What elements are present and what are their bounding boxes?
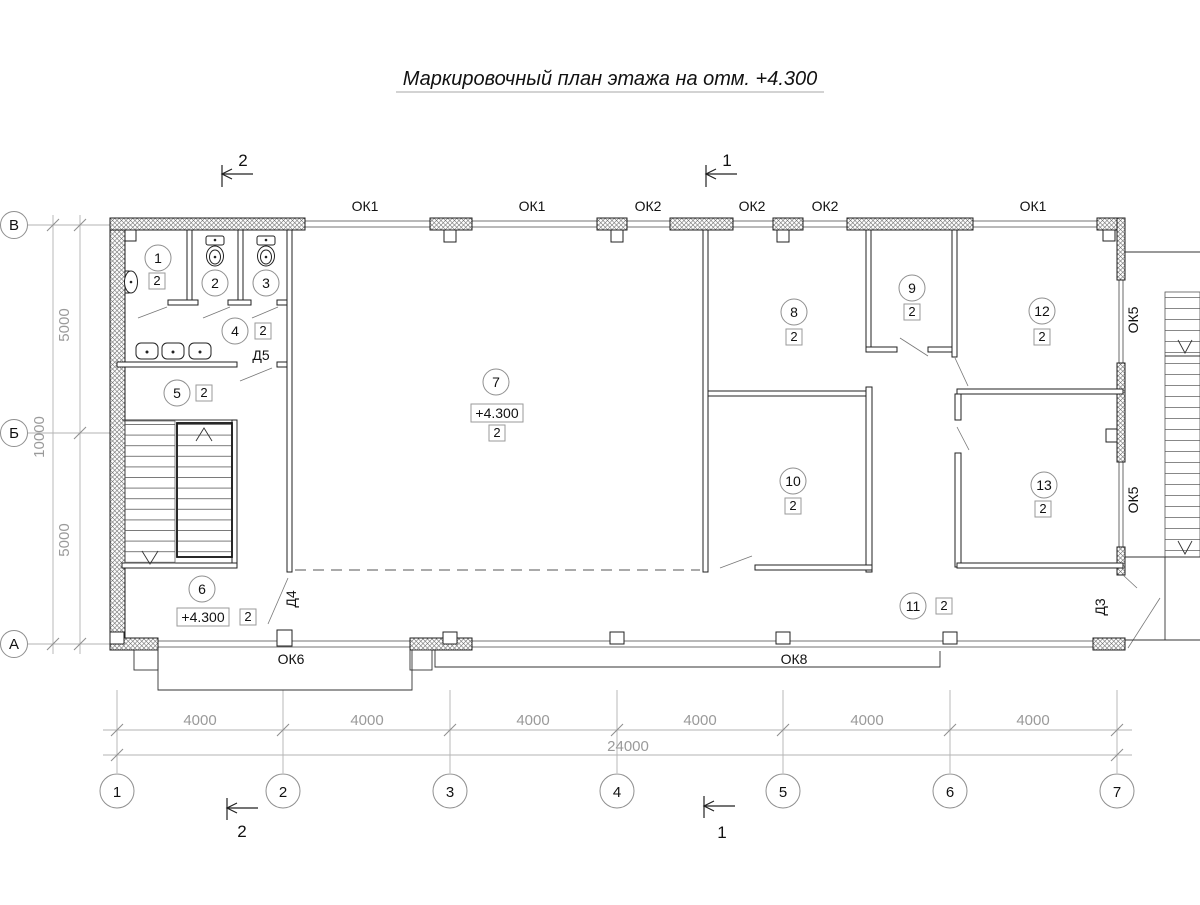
room-mark-13: 2 <box>1039 501 1047 516</box>
room-number-5: 5 <box>173 385 181 401</box>
room-marker-4 <box>222 318 271 344</box>
room-marker-8 <box>781 299 807 345</box>
axis-bubble-3 <box>433 774 467 808</box>
axis-label-6: 6 <box>945 784 955 801</box>
urinal-icon <box>125 271 138 293</box>
dim-bottom-5: 4000 <box>850 712 884 729</box>
axis-bubble-b <box>1 420 28 447</box>
room-marker-13 <box>1031 472 1057 517</box>
room-marker-2 <box>202 270 228 296</box>
dim-bottom-2: 4000 <box>350 712 384 729</box>
window-label-ok2a: ОК2 <box>634 198 662 214</box>
window-label-ok2b: ОК2 <box>738 198 766 214</box>
room-marker-6 <box>177 576 256 626</box>
room-mark-5: 2 <box>200 385 208 400</box>
wall-left <box>110 218 125 650</box>
room-number-9: 9 <box>908 280 916 296</box>
axis-bubble-6 <box>933 774 967 808</box>
toilet-icon <box>257 236 275 266</box>
room-elevation-6: +4.300 <box>181 609 225 625</box>
axis-label-3: 3 <box>445 784 455 801</box>
room-mark-8: 2 <box>790 329 798 344</box>
axis-label-4: 4 <box>612 784 622 801</box>
room-mark-10: 2 <box>789 498 797 513</box>
section-label-top-1: 1 <box>722 151 732 170</box>
section-mark-bottom-2 <box>227 798 258 820</box>
section-label-bottom-1: 1 <box>717 823 727 842</box>
door-label-d5: Д5 <box>252 347 270 363</box>
axis-bubble-7 <box>1100 774 1134 808</box>
toilet-icon <box>206 236 224 266</box>
window-label-ok1a: ОК1 <box>351 198 379 214</box>
room-marker-11 <box>900 593 952 619</box>
door-label-d3: Д3 <box>1092 598 1108 616</box>
window-label-ok1c: ОК1 <box>1019 198 1047 214</box>
axis-label-7: 7 <box>1112 784 1122 801</box>
section-label-bottom-2: 2 <box>237 822 247 841</box>
room-number-11: 11 <box>905 598 921 614</box>
drawing-title: Маркировочный план этажа на отм. +4.300 <box>402 68 818 90</box>
dim-bottom-total: 24000 <box>607 738 649 755</box>
room-number-1: 1 <box>154 250 162 266</box>
room-mark-9: 2 <box>908 304 916 319</box>
room-mark-6: 2 <box>244 609 252 624</box>
room-marker-7 <box>471 369 523 441</box>
axis-label-5: 5 <box>778 784 788 801</box>
window-label-ok2c: ОК2 <box>811 198 839 214</box>
section-label-top-2: 2 <box>238 151 248 170</box>
room-number-13: 13 <box>1036 477 1052 493</box>
window-labels <box>278 198 1141 667</box>
room-elevation-7: +4.300 <box>475 405 519 421</box>
room-marker-5 <box>164 380 212 406</box>
dim-left-segment-1: 5000 <box>56 308 73 342</box>
dim-left-total: 10000 <box>31 416 48 458</box>
dim-bottom-1: 4000 <box>183 712 217 729</box>
axis-label-1: 1 <box>112 784 122 801</box>
sink-icon <box>136 343 211 359</box>
room-marker-1 <box>145 245 171 289</box>
room-mark-4: 2 <box>259 323 267 338</box>
axis-label-v: В <box>8 217 20 234</box>
room-number-8: 8 <box>790 304 798 320</box>
window-label-ok6: ОК6 <box>277 651 305 667</box>
room-number-3: 3 <box>262 275 270 291</box>
porch-and-sills <box>134 650 940 690</box>
room-marker-12 <box>1029 298 1055 345</box>
sanitary-fixtures <box>125 236 276 359</box>
axis-bubble-a <box>1 631 28 658</box>
room-marker-10 <box>780 468 806 514</box>
axis-bubble-1 <box>100 774 134 808</box>
dim-bottom-6: 4000 <box>1016 712 1050 729</box>
room-mark-11: 2 <box>940 598 948 613</box>
room-marker-9 <box>899 275 925 320</box>
dim-bottom-3: 4000 <box>516 712 550 729</box>
room-marker-3 <box>253 270 279 296</box>
axis-bubble-5 <box>766 774 800 808</box>
room-mark-1: 2 <box>153 273 161 288</box>
axis-label-b: Б <box>9 425 19 442</box>
axis-label-2: 2 <box>278 784 288 801</box>
axis-label-a: А <box>8 636 20 653</box>
door-labels <box>252 347 1108 616</box>
interior-partitions <box>117 230 1160 648</box>
stairwell <box>122 420 237 568</box>
room-number-12: 12 <box>1034 303 1050 319</box>
window-label-ok5b: ОК5 <box>1125 486 1141 514</box>
room-number-2: 2 <box>211 275 219 291</box>
room-number-4: 4 <box>231 323 239 339</box>
room-number-6: 6 <box>198 581 206 597</box>
room-mark-7: 2 <box>493 425 501 440</box>
dim-bottom-4: 4000 <box>683 712 717 729</box>
axis-bubble-2 <box>266 774 300 808</box>
axis-bubble-4 <box>600 774 634 808</box>
dim-left-segment-2: 5000 <box>56 523 73 557</box>
section-mark-bottom-1 <box>704 796 735 818</box>
room-number-10: 10 <box>785 473 801 489</box>
room-mark-12: 2 <box>1038 329 1046 344</box>
room-number-7: 7 <box>492 374 500 390</box>
door-label-d4: Д4 <box>283 590 299 608</box>
window-label-ok8: ОК8 <box>780 651 808 667</box>
window-label-ok1b: ОК1 <box>518 198 546 214</box>
window-label-ok5a: ОК5 <box>1125 306 1141 334</box>
axis-bubble-v <box>1 212 28 239</box>
